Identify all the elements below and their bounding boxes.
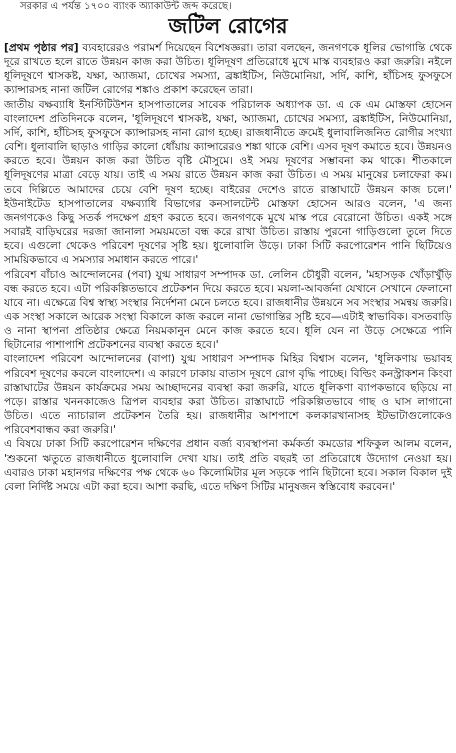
- continued-from-front-label: [প্রথম পৃষ্ঠার পর]: [4, 42, 79, 54]
- paragraph-4: বাংলাদেশ পরিবেশ আন্দোলনের (বাপা) যুগ্ম সাধারণ সম্পাদক মিহির বিশ্বাস বলেন, 'ধূলিকণায় ভয়াবহ পরিবেশ দূষণের কবলে বাংলাদেশ। এ কারণে ঢাকায় বাতাস দূষণে রোগ বৃদ্ধি পাচ্ছে। বিল্ডিং কনস্ট্রাকশন কিংবা রাস্তাঘাটের উন্নয়ন কার্যক্রমের সময় আচ্ছাদনের ব্যবস্থা করা জরুরি, যাতে ধূলিকণা ব্যাপকভাবে ছড়িয়ে না পড়ে। রাস্তার খননকাজেও ত্রিপল ব্যবহার করা উচিত। রাস্তাঘাটে পরিকল্পিতভাবে গাছ ও ঘাস লাগানো উচিত। এতে ন্যাচারাল প্রটেকশন তৈরি হয়। রাজধানীর আশপাশে কলকারখানাসহ ইটভাটাগুলোকেও পরিবেশবান্ধব করা জরুরি।': [4, 353, 452, 437]
- previous-column-fragment: সরকার এ পর্যন্ত ১৭০০ ব্যাংক অ্যাকাউন্ট জব্দ করেছে।: [20, 1, 232, 12]
- paragraph-5: এ বিষয়ে ঢাকা সিটি করপোরেশন দক্ষিণের প্রধান বর্জ্য ব্যবস্থাপনা কর্মকর্তা কমডোর শফিকুল আলম বলেন, 'শুকনো ঋতুতে রাজধানীতে ধুলোবালি দেখা যায়। তাই প্রতি বছরই তা প্রতিরোধে উদ্যোগ নেওয়া হয়। এবারও ঢাকা মহানগর দক্ষিণের পক্ষ থেকে ৬০ কিলোমিটার মূল সড়কে পানি ছিটানো হবে। সকাল বিকাল দুই বেলা নির্দিষ্ট সময়ে এটা করা হবে। আশা করছি, এতে দক্ষিণ সিটির মানুষজন স্বস্তিবোধ করবেন।': [4, 438, 452, 493]
- paragraph-2: জাতীয় বক্ষব্যাধি ইনস্টিটিউশন হাসপাতালের সাবেক পরিচালক অধ্যাপক ডা. এ কে এম মোস্তফা হোসেন বাংলাদেশ প্রতিদিনকে বলেন, 'ধূলিদূষণে শ্বাসকষ্ট, যক্ষা, অ্যাজমা, চোখের সমস্যা, ব্রঙ্কাইটিস, নিউমোনিয়া, সর্দি, কাশি, হাঁচিসহ ফুসফুসে ক্যান্সারসহ নানা রোগ হচ্ছে। রাজধানীতে ক্রমেই ধুলাবালিজনিত রোগীর সংখ্যা বেশি। ধুলাবালি ছাড়াও গাড়ির কালো ধোঁয়ায় ক্যান্সারেরও শঙ্কা থাকে বেশি। এসব দূষণ কমাতে হবে। উন্নয়নও করতে হবে। উন্নয়ন কাজ করা উচিত বৃষ্টি মৌসুমে। ওই সময় দূষণের সম্ভাবনা কম থাকে। শীতকালে ধূলিদূষণের মাত্রা বেড়ে যায়। তাই এ সময় রাতে উন্নয়ন কাজ করা উচিত। এ সময় মানুষের চলাফেরা কম। তবে দিল্লিতে আমাদের চেয়ে বেশি দূষণ হচ্ছে। বাইরের দেশেও রাতে রাস্তাঘাটে উন্নয়ন কাজ চলে।' ইউনাইটেড হাসপাতালের বক্ষব্যাধি বিভাগের কনসালটেন্ট মোস্তফা হোসেন আরও বলেন, 'এ জন্য জনগণকেও কিছু সতর্ক পদক্ষেপ গ্রহণ করতে হবে। জনগণকে মুখে মাস্ক পরে বেরোনো উচিত। একই সঙ্গে সবারই বাড়িঘরের দরজা জানালা সময়মতো বন্ধ করে রাখা উচিত। রাস্তায় পুরনো গাড়িগুলো তুলে দিতে হবে। এগুলো থেকেও পরিবেশ দূষণের সৃষ্টি হয়। ধুলোবালি উড়ে। ঢাকা সিটি করপোরেশন পানি ছিটিয়েও সাময়িকভাবে এ সমস্যার সমাধান করতে পারে।': [4, 98, 452, 267]
- article-body: [4, 41, 452, 749]
- headline: জটিল রোগের: [168, 13, 288, 38]
- paragraph-1: [4, 41, 452, 98]
- paragraph-3: পরিবেশ বাঁচাও আন্দোলনের (পবা) যুগ্ম সাধারণ সম্পাদক ডা. লেলিন চৌধুরী বলেন, 'মহাসড়ক খোঁড়াখুঁড়ি বন্ধ করতে হবে। এটা পরিকল্পিতভাবে প্রটেকশন দিয়ে করতে হবে। ময়লা-আবর্জনা যেখানে সেখানে ফেলানো যাবে না। এক্ষেত্রে বিশ্ব স্বাস্থ্য সংস্থার নির্দেশনা মেনে চলতে হবে। রাজধানীর উন্নয়নে সব সংস্থার সমন্বয় জরুরি। এক সংস্থা সকালে আরেক সংস্থা বিকালে কাজ করলে নানা ভোগান্তির সৃষ্টি হবে—এটাই স্বাভাবিক। বসতবাড়ি ও নানা স্থাপনা প্রতিষ্ঠার ক্ষেত্রে নিয়মকানুন মেনে কাজ করতে হবে। ধূলি যেন না উড়ে সেক্ষেত্রে পানি ছিটানোর পাশাপাশি প্রটেকশনের ব্যবস্থা করতে হবে।': [4, 268, 452, 352]
- paragraph-1-text: ব্যবহারেরও পরামর্শ দিয়েছেন বিশেষজ্ঞরা। তারা বলছেন, জনগণকে ধূলির ভোগান্তি থেকে দূরে রাখতে হলে রাতে উন্নয়ন কাজ করা উচিত। ধূলিদূষণ প্রতিরোধে মুখে মাস্ক ব্যবহারও করা জরুরি। নইলে ধূলিদূষণে শ্বাসকষ্ট, যক্ষা, অ্যাজমা, চোখের সমস্যা, ব্রঙ্কাইটিস, নিউমোনিয়া, সর্দি, কাশি, হাঁচিসহ ফুসফুসে ক্যান্সারসহ নানা জটিল রোগের শঙ্কাও প্রকাশ করেছেন তারা।: [4, 42, 452, 97]
